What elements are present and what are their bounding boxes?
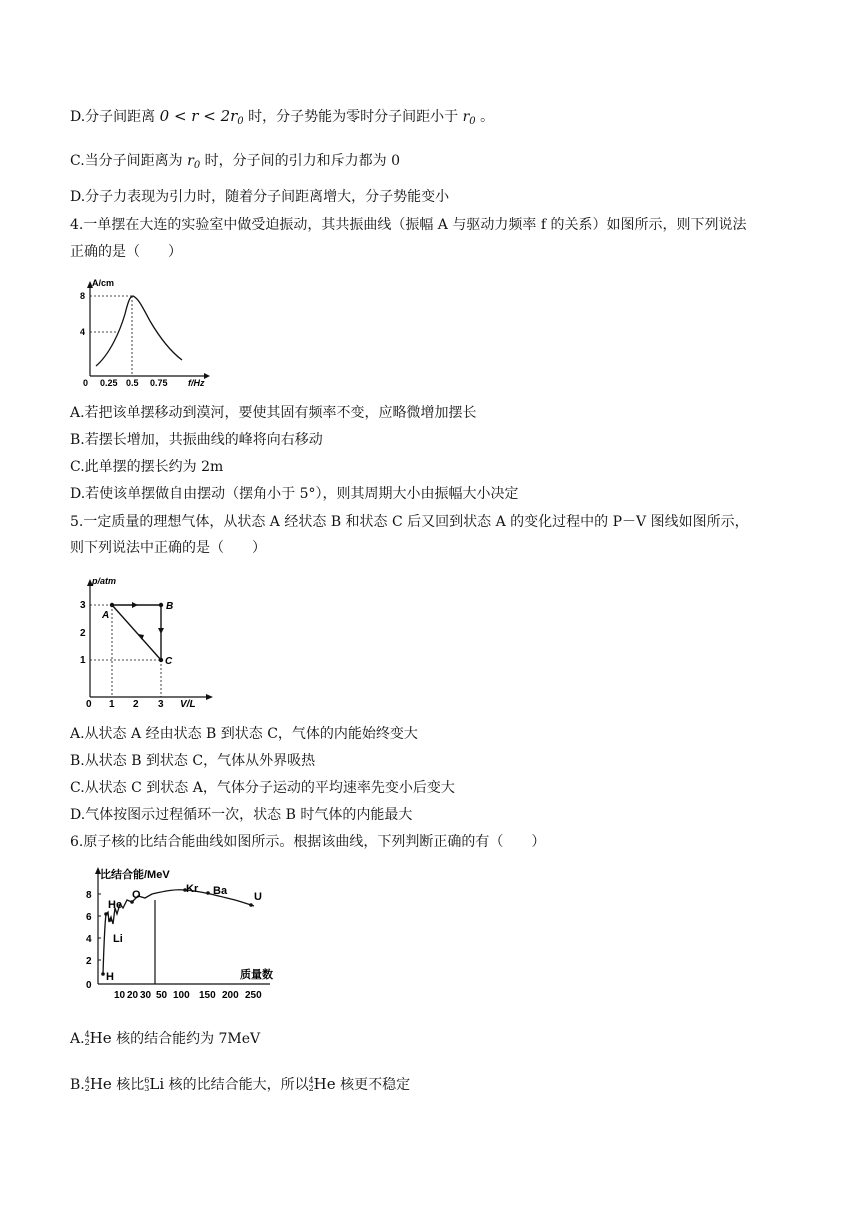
fig5-xtick-1: 1	[109, 699, 115, 710]
fig6-label-kr: Kr	[186, 883, 199, 895]
fig6-xtick-10: 10	[114, 990, 126, 1001]
fig6-ytick-8: 8	[86, 890, 92, 901]
fig6-ytick-2: 2	[86, 956, 92, 967]
q6-stem: 6.原子核的比结合能曲线如图所示。根据该曲线，下列判断正确的有（ ）	[70, 834, 546, 850]
binding-energy-figure	[70, 862, 280, 1004]
fig5-xtick-3: 3	[158, 699, 164, 710]
q5-stem-1: 5.一定质量的理想气体，从状态 A 经状态 B 和状态 C 后又回到状态 A 的变化过程中的 P－V 图线如图所示，	[70, 514, 749, 530]
fig6-xlabel: 质量数	[240, 969, 273, 981]
fig6-label-h: H	[106, 971, 114, 983]
fig5-ytick-1: 1	[80, 655, 86, 666]
fig5-xtick-2: 2	[133, 699, 139, 710]
q4-option-d: D.若使该单摆做自由摆动（摆角小于 5°），则其周期大小由振幅大小决定	[70, 486, 519, 502]
fig6-xtick-200: 200	[222, 990, 239, 1001]
fig6-xtick-250: 250	[245, 990, 262, 1001]
fig4-xtick-075: 0.75	[150, 378, 168, 388]
fig4-origin: 0	[83, 378, 89, 388]
fig6-ytick-6: 6	[86, 912, 92, 923]
fig4-ylabel: A/cm	[92, 278, 115, 288]
resonance-curve-figure	[70, 276, 220, 388]
fig6-xtick-150: 150	[199, 990, 216, 1001]
fig6-label-he: He	[108, 899, 123, 911]
fig5-ytick-3: 3	[80, 600, 86, 611]
fig6-label-ba: Ba	[213, 885, 228, 897]
fig5-point-b: B	[166, 601, 174, 612]
fig4-ytick-4: 4	[80, 327, 86, 337]
fig6-label-li: Li	[113, 933, 123, 945]
fig6-label-o: O	[132, 889, 141, 901]
q6-option-b: B. 4 2 He 核比 6 3 Li 核的比结合能大，所以 4 2 He 核更不稳定	[70, 1075, 411, 1093]
fig5-ylabel: p/atm	[92, 576, 117, 586]
q5-option-d: D.气体按图示过程循环一次，状态 B 时气体的内能最大	[70, 807, 413, 823]
pv-diagram-figure	[70, 572, 220, 710]
q5-stem-2: 则下列说法中正确的是（ ）	[70, 540, 266, 556]
fig5-origin: 0	[86, 699, 92, 710]
fig5-ytick-2: 2	[80, 628, 86, 639]
q4-option-c: C.此单摆的摆长约为 2m	[70, 459, 224, 475]
fig6-label-u: U	[254, 891, 262, 903]
fig6-origin: 0	[86, 980, 92, 991]
q4-option-a: A.若把该单摆移动到漠河，要使其固有频率不变，应略微增加摆长	[70, 405, 477, 421]
fig6-xtick-100: 100	[173, 990, 190, 1001]
fig4-ytick-8: 8	[80, 291, 86, 301]
option-d-line2: D.分子力表现为引力时，随着分子间距离增大，分子势能变小	[70, 189, 450, 205]
fig4-xlabel: f/Hz	[188, 378, 205, 388]
option-c-line: C.当分子间距离为 $r_0$ 时，分子间的引力和斥力都为 0	[70, 153, 401, 171]
q5-option-c: C.从状态 C 到状态 A，气体分子运动的平均速率先变小后变大	[70, 780, 455, 796]
fig6-ytick-4: 4	[86, 934, 92, 945]
q4-stem-2: 正确的是（ ）	[70, 244, 182, 260]
fig4-xtick-025: 0.25	[100, 378, 118, 388]
fig5-point-c: C	[165, 656, 173, 667]
q4-stem-1: 4.一单摆在大连的实验室中做受迫振动，其共振曲线（振幅 A 与驱动力频率 f 的关系）如图所示，则下列说法	[70, 217, 747, 233]
fig6-xtick-50: 50	[156, 990, 168, 1001]
q6-option-a: A. 4 2 He 核的结合能约为 7MeV	[70, 1029, 261, 1047]
q4-option-b: B.若摆长增加，共振曲线的峰将向右移动	[70, 432, 323, 448]
q5-option-b: B.从状态 B 到状态 C，气体从外界吸热	[70, 753, 316, 769]
fig4-xtick-05: 0.5	[126, 378, 139, 388]
fig6-xtick-30: 30	[140, 990, 152, 1001]
fig6-ylabel: 比结合能/MeV	[100, 869, 170, 881]
fig6-xtick-20: 20	[127, 990, 139, 1001]
option-d-line1: D.分子间距离 $0 < r < 2r_0$ 时，分子势能为零时分子间距小于 $r_0$ 。	[70, 107, 495, 127]
math-range: $0 < r < 2r_0$	[159, 107, 244, 127]
fig5-point-a: A	[102, 610, 110, 621]
q5-option-a: A.从状态 A 经由状态 B 到状态 C，气体的内能始终变大	[70, 726, 418, 742]
fig5-xlabel: V/L	[180, 699, 196, 710]
